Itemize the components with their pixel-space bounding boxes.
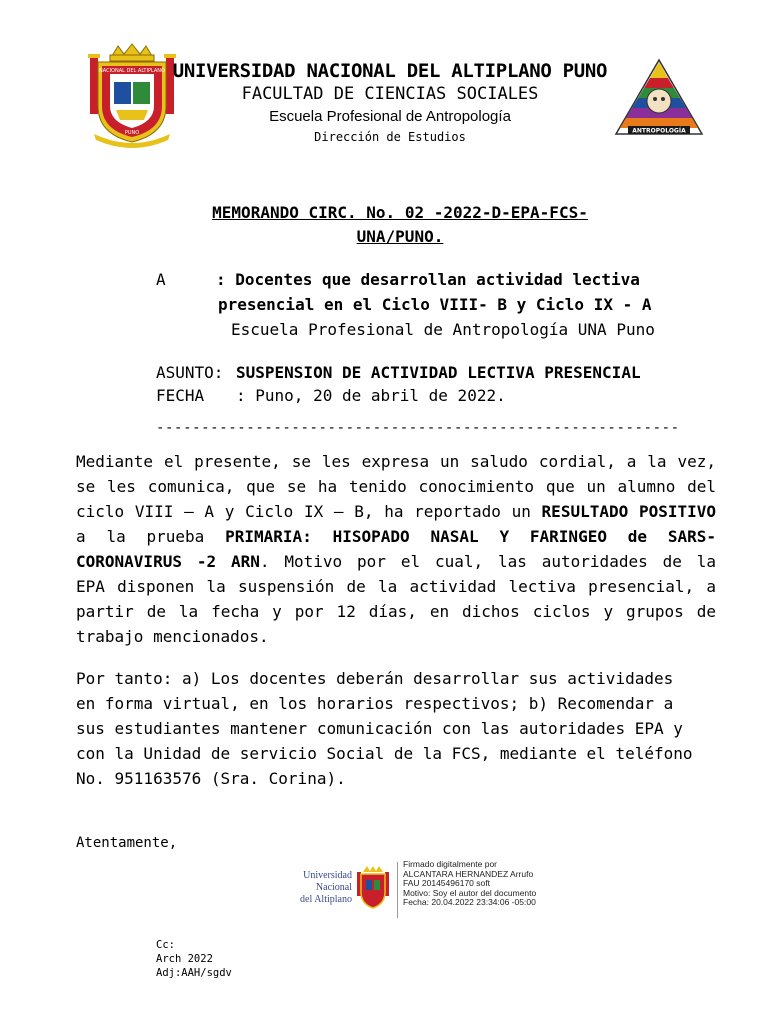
date-label: FECHA bbox=[156, 386, 205, 405]
paragraph-line: No. 951163576 (Sra. Corina). bbox=[76, 769, 346, 788]
memo-title-line1: MEMORANDO CIRC. No. 02 -2022-D-EPA-FCS- bbox=[212, 203, 588, 222]
faculty-name: FACULTAD DE CIENCIAS SOCIALES bbox=[241, 84, 539, 104]
svg-text:NACIONAL DEL ALTIPLANO: NACIONAL DEL ALTIPLANO bbox=[99, 68, 165, 74]
paragraph-line: sus estudiantes mantener comunicación con las autoridades EPA y bbox=[76, 719, 683, 738]
paragraph-line: ciclo VIII – A y Ciclo IX – B, ha reportado un RESULTADO POSITIVO bbox=[76, 502, 717, 521]
signature-divider bbox=[397, 862, 398, 918]
archive-reference: Arch 2022 bbox=[156, 953, 213, 965]
school-name: Escuela Profesional de Antropología bbox=[269, 108, 511, 125]
svg-text:PUNO: PUNO bbox=[124, 130, 140, 136]
direction-name: Dirección de Estudios bbox=[314, 130, 466, 144]
paragraph-line: con la Unidad de servicio Social de la FCS, mediante el teléfono bbox=[76, 744, 693, 763]
initials-reference: Adj:AAH/sgdv bbox=[156, 967, 232, 979]
paragraph-line: EPA disponen la suspensión de la actividad lectiva presencial, a bbox=[76, 577, 716, 596]
svg-text:ANTROPOLOGÍA: ANTROPOLOGÍA bbox=[632, 127, 686, 135]
paragraph-line: en forma virtual, en los horarios respectivos; b) Recomendar a bbox=[76, 694, 674, 713]
date-value: : Puno, 20 de abril de 2022. bbox=[236, 386, 506, 405]
to-recipients-line3: Escuela Profesional de Antropología UNA Puno bbox=[231, 320, 655, 339]
to-label: A bbox=[156, 270, 166, 289]
body-paragraph-2 bbox=[76, 666, 716, 791]
memo-title-line2: UNA/PUNO. bbox=[356, 227, 444, 246]
virus-name-highlight: CORONAVIRUS -2 ARN bbox=[76, 552, 260, 571]
signature-university-wordmark: Universidad Nacional del Altiplano bbox=[300, 870, 352, 905]
positive-result-highlight: RESULTADO POSITIVO bbox=[541, 502, 717, 521]
separator-line: ---------------------------------------------------------- bbox=[156, 420, 680, 436]
signature-seal-icon bbox=[355, 866, 391, 910]
to-recipients-line1: : Docentes que desarrollan actividad lectiva bbox=[216, 270, 640, 289]
paragraph-line: Por tanto: a) Los docentes deberán desarrollar sus actividades bbox=[76, 669, 674, 688]
paragraph-line: partir de la fecha y por 12 días, en dichos ciclos y grupos de bbox=[76, 602, 716, 621]
paragraph-line: a la prueba PRIMARIA: HISOPADO NASAL Y FARINGEO de SARS- bbox=[76, 527, 717, 546]
closing-salutation: Atentamente, bbox=[76, 835, 178, 851]
university-name: UNIVERSIDAD NACIONAL DEL ALTIPLANO PUNO bbox=[172, 60, 608, 82]
digital-signature-text: Firmado digitalmente por ALCANTARA HERNANDEZ Arrufo FAU 20145496170 soft Motivo: Soy el autor del documento Fecha: 20.04.2022 23:34:06 -05:00 bbox=[403, 859, 537, 907]
paragraph-line: se les comunica, que se ha tenido conocimiento que un alumno del bbox=[76, 477, 716, 496]
memo-title bbox=[160, 201, 640, 249]
paragraph-line: CORONAVIRUS -2 ARN. Motivo por el cual, las autoridades de la bbox=[76, 552, 716, 571]
footer-references bbox=[156, 938, 232, 980]
cc-label: Cc: bbox=[156, 939, 175, 951]
to-recipients-line2: presencial en el Ciclo VIII- B y Ciclo IX - A bbox=[218, 295, 652, 314]
test-name-highlight: PRIMARIA: HISOPADO NASAL Y FARINGEO de SARS- bbox=[225, 527, 717, 546]
subject-value: SUSPENSION DE ACTIVIDAD LECTIVA PRESENCIAL bbox=[236, 363, 641, 382]
anthropology-logo bbox=[612, 56, 706, 140]
paragraph-line: trabajo mencionados. bbox=[76, 627, 269, 646]
body-paragraph-1 bbox=[76, 449, 716, 649]
paragraph-line: Mediante el presente, se les expresa un saludo cordial, a la vez, bbox=[76, 452, 716, 471]
subject-label: ASUNTO: bbox=[156, 363, 224, 382]
